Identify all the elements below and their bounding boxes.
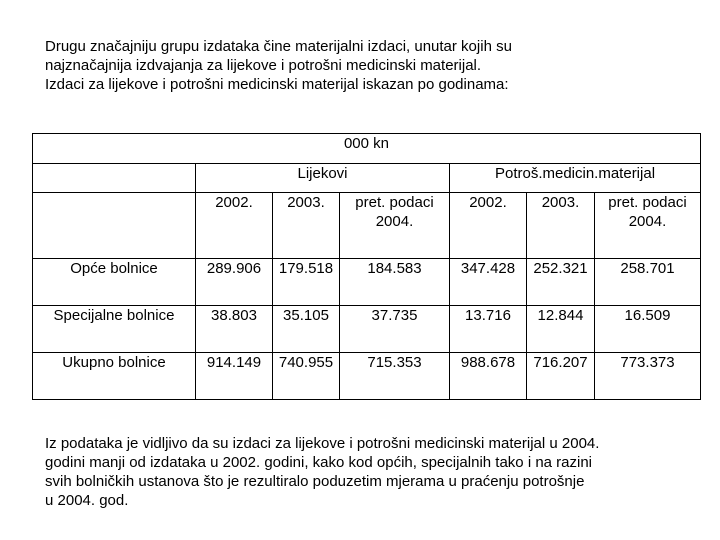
- row-label: Opće bolnice: [33, 259, 196, 306]
- table-cell: 38.803: [196, 306, 273, 353]
- intro-line: Izdaci za lijekove i potrošni medicinski materijal iskazan po godinama:: [45, 76, 509, 93]
- row-label: Specijalne bolnice: [33, 306, 196, 353]
- table-cell: 16.509: [595, 306, 701, 353]
- table-row: [33, 353, 701, 400]
- intro-line: Drugu značajniju grupu izdataka čine materijalni izdaci, unutar kojih su: [45, 38, 512, 55]
- table-cell: 35.105: [273, 306, 340, 353]
- group-header-lijekovi: Lijekovi: [196, 164, 450, 193]
- table-cell: 258.701: [595, 259, 701, 306]
- year-header: 2002.: [450, 193, 527, 259]
- table-cell: 347.428: [450, 259, 527, 306]
- intro-text: [45, 37, 695, 94]
- table-cell: 716.207: [527, 353, 595, 400]
- unit-label: 000 kn: [33, 134, 701, 164]
- table-cell: 289.906: [196, 259, 273, 306]
- empty-cell: [33, 164, 196, 193]
- table-cell: 252.321: [527, 259, 595, 306]
- empty-cell: [33, 193, 196, 259]
- row-label: Ukupno bolnice: [33, 353, 196, 400]
- outro-line: svih bolničkih ustanova što je rezultiralo poduzetim mjerama u praćenju potrošnje: [45, 473, 585, 490]
- table-cell: 179.518: [273, 259, 340, 306]
- table-cell: 13.716: [450, 306, 527, 353]
- year-header: pret. podaci 2004.: [340, 193, 450, 259]
- table-cell: 988.678: [450, 353, 527, 400]
- table-cell: 740.955: [273, 353, 340, 400]
- year-header: 2003.: [527, 193, 595, 259]
- group-header-materijal: Potroš.medicin.materijal: [450, 164, 701, 193]
- year-header: 2003.: [273, 193, 340, 259]
- outro-line: Iz podataka je vidljivo da su izdaci za lijekove i potrošni medicinski materijal u 2004.: [45, 435, 600, 452]
- table-cell: 773.373: [595, 353, 701, 400]
- table-cell: 914.149: [196, 353, 273, 400]
- table-cell: 12.844: [527, 306, 595, 353]
- year-header: 2002.: [196, 193, 273, 259]
- intro-line: najznačajnija izdvajanja za lijekove i potrošni medicinski materijal.: [45, 57, 482, 74]
- table-cell: 184.583: [340, 259, 450, 306]
- expenditure-table: [32, 133, 701, 400]
- outro-line: godini manji od izdataka u 2002. godini, kako kod općih, specijalnih tako i na razini: [45, 454, 593, 471]
- table-cell: 37.735: [340, 306, 450, 353]
- table-row: [33, 259, 701, 306]
- outro-line: u 2004. god.: [45, 492, 129, 509]
- table-row: [33, 306, 701, 353]
- table-cell: 715.353: [340, 353, 450, 400]
- year-header: pret. podaci 2004.: [595, 193, 701, 259]
- conclusion-text: [45, 434, 695, 510]
